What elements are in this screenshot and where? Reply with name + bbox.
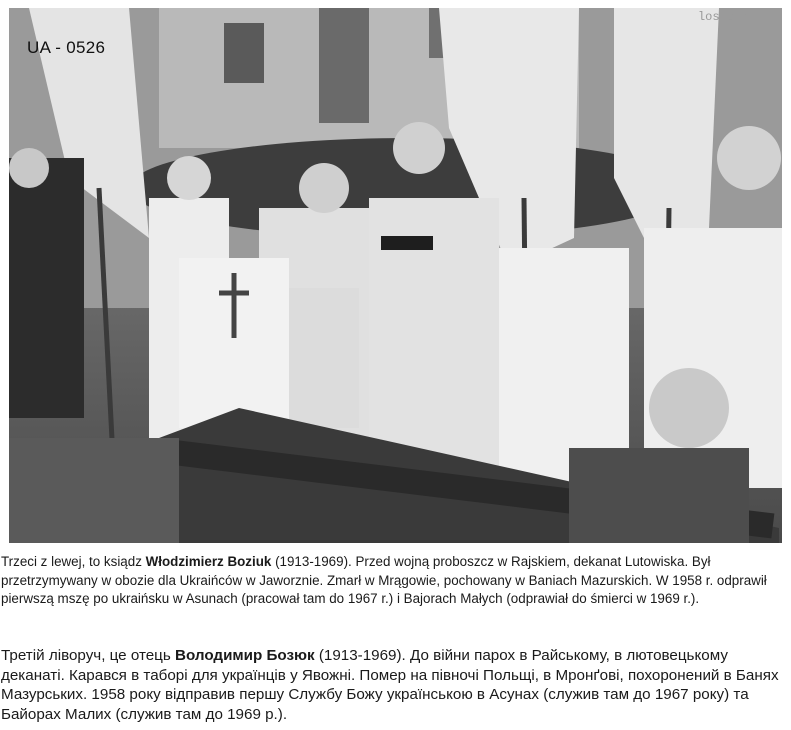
caption-uk-name: Володимир Бозюк xyxy=(175,647,315,664)
watermark: los.org.pl xyxy=(697,10,770,24)
caption-pl-rest: (1913-1969). Przed wojną proboszcz w Rajskiem, dekanat Lutowiska. Był przetrzymywany w obozie dla Ukraińców w Jaworznie. Zmarł w Mrągowie, pochowany w Baniach Mazurskich. W 1958 r. odprawił pierwszą mszę po ukraińsku w Asunach (pracował tam do 1967 r.) i Bajorach Małych (odprawiał do śmierci w 1969 r.). xyxy=(1,554,767,607)
caption-polish xyxy=(0,553,791,609)
caption-pl-intro: Trzeci z lewej, to ksiądz xyxy=(1,554,146,569)
caption-uk-rest: (1913-1969). До війни парох в Райському, в лютовецькому деканаті. Карався в таборі для українців у Явожні. Помер на півночі Польщі, в Мронґові, похоронений в Банях Мазурських. 1958 року відправив першу Службу Божу українською в Асунах (служив там до 1967 року) та Байорах Малих (служив там до 1969 р.). xyxy=(1,647,779,723)
catalog-id: UA - 0526 xyxy=(27,38,106,57)
photo-illustration xyxy=(9,8,782,543)
caption-ukrainian xyxy=(0,646,791,724)
caption-uk-intro: Третій ліворуч, це отець xyxy=(1,647,176,664)
historical-photo xyxy=(9,8,782,543)
caption-pl-name: Włodzimierz Boziuk xyxy=(145,554,272,569)
